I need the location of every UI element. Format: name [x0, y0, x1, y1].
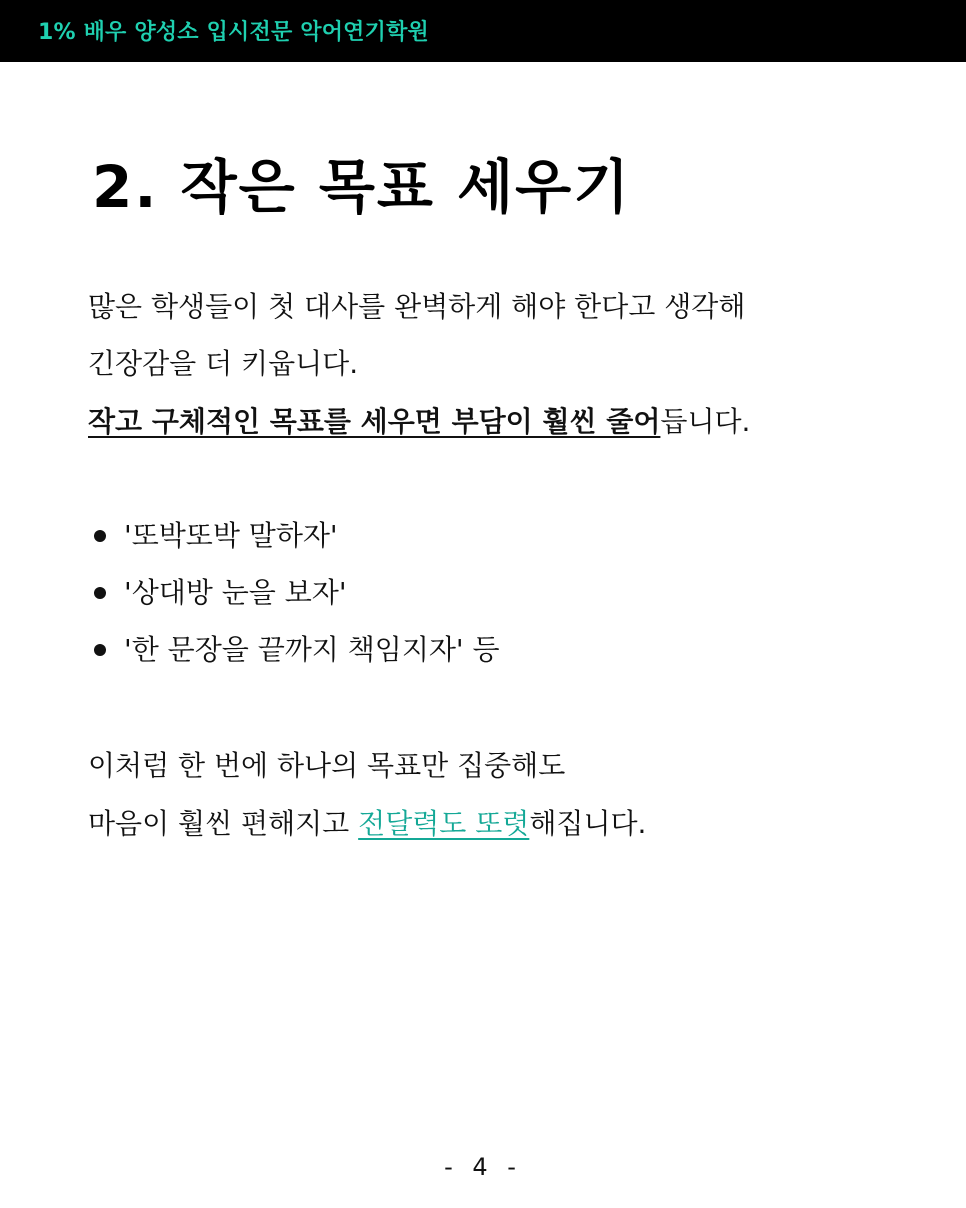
header-bar [0, 0, 966, 62]
brand-title: 1% 배우 양성소 입시전문 악어연기학원 [38, 20, 429, 45]
highlight-text: 전달력도 또렷 [358, 807, 530, 840]
page-title: 2. 작은 목표 세우기 [92, 153, 632, 221]
emphasis-text: 작고 구체적인 목표를 세우면 부담이 훨씬 줄어 [88, 405, 661, 438]
page-number: - 4 - [444, 1153, 522, 1181]
closing-line-2 [88, 804, 646, 844]
intro-emphasis-line [88, 402, 750, 442]
bullet-dot-icon [94, 587, 106, 599]
bullet-dot-icon [94, 530, 106, 542]
closing-suffix: 해집니다. [529, 807, 647, 840]
intro-line-2: 긴장감을 더 키웁니다. [88, 347, 359, 380]
closing-line-1: 이처럼 한 번에 하나의 목표만 집중해도 [88, 749, 566, 782]
list-item-text: '한 문장을 끝까지 책임지자' 등 [124, 633, 500, 666]
list-item-text: '상대방 눈을 보자' [124, 576, 347, 609]
emphasis-suffix: 듭니다. [660, 405, 751, 438]
bullet-dot-icon [94, 644, 106, 656]
closing-prefix: 마음이 훨씬 편해지고 [88, 807, 359, 840]
intro-line-1: 많은 학생들이 첫 대사를 완벽하게 해야 한다고 생각해 [88, 290, 746, 323]
list-item-text: '또박또박 말하자' [124, 519, 338, 552]
